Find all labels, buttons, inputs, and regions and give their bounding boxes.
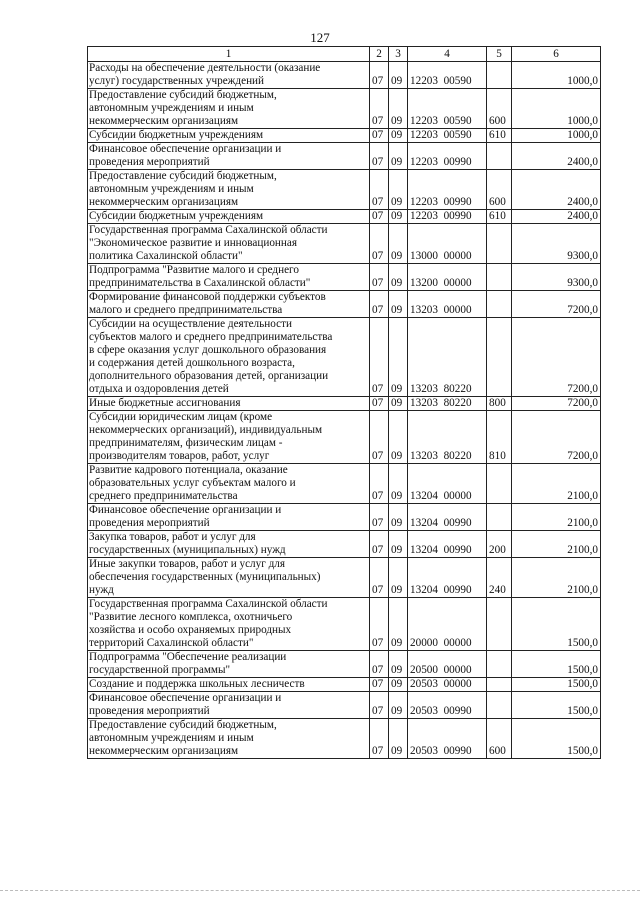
row-subsection: 09 [389,89,408,129]
row-target-article: 20500 00000 [408,651,487,678]
row-section: 07 [370,89,389,129]
row-target-article: 13203 80220 [408,397,487,411]
row-amount: 9300,0 [512,264,601,291]
table-row [88,719,601,759]
row-amount: 2100,0 [512,531,601,558]
row-name: Субсидии юридическим лицам (кроме некоммерческих организаций), индивидуальным предпринимателям, физическим лицам - производителям товаров, работ, услуг [88,411,370,464]
table-row [88,692,601,719]
row-name: Предоставление субсидий бюджетным, автономным учреждениям и иным некоммерческим организациям [88,89,370,129]
row-name: Иные бюджетные ассигнования [88,397,370,411]
row-target-article: 13200 00000 [408,264,487,291]
row-section: 07 [370,264,389,291]
row-expense-type: 610 [487,210,512,224]
row-section: 07 [370,692,389,719]
table-row [88,411,601,464]
row-section: 07 [370,62,389,89]
page-number: 127 [310,30,330,45]
row-section: 07 [370,651,389,678]
row-section: 07 [370,558,389,598]
row-expense-type: 810 [487,411,512,464]
row-subsection: 09 [389,531,408,558]
row-expense-type [487,291,512,318]
table-row [88,678,601,692]
row-amount: 7200,0 [512,397,601,411]
row-expense-type [487,62,512,89]
row-name: Расходы на обеспечение деятельности (оказание услуг) государственных учреждений [88,62,370,89]
row-section: 07 [370,224,389,264]
row-expense-type: 600 [487,89,512,129]
row-section: 07 [370,210,389,224]
row-amount: 7200,0 [512,318,601,397]
row-target-article: 13204 00990 [408,531,487,558]
row-name: Субсидии на осуществление деятельности субъектов малого и среднего предпринимательства в сфере оказания услуг дошкольного образования и содержания детей дошкольного возраста, дополнительного образования детей, организации отдыха и оздоровления детей [88,318,370,397]
page-bottom-edge [0,890,640,891]
row-subsection: 09 [389,719,408,759]
row-subsection: 09 [389,504,408,531]
row-expense-type [487,318,512,397]
row-section: 07 [370,504,389,531]
table-row [88,531,601,558]
row-subsection: 09 [389,170,408,210]
table-row [88,651,601,678]
table-row [88,129,601,143]
table-row [88,504,601,531]
row-amount: 2100,0 [512,558,601,598]
row-subsection: 09 [389,464,408,504]
row-amount: 1000,0 [512,129,601,143]
row-amount: 9300,0 [512,224,601,264]
row-section: 07 [370,411,389,464]
row-name: Финансовое обеспечение организации и проведения мероприятий [88,692,370,719]
row-section: 07 [370,719,389,759]
row-subsection: 09 [389,129,408,143]
row-expense-type [487,678,512,692]
table-row [88,264,601,291]
col-header-amount: 6 [512,47,601,62]
row-target-article: 12203 00590 [408,62,487,89]
table-row [88,318,601,397]
row-section: 07 [370,129,389,143]
row-section: 07 [370,678,389,692]
row-name: Финансовое обеспечение организации и проведения мероприятий [88,504,370,531]
row-subsection: 09 [389,678,408,692]
row-expense-type [487,692,512,719]
row-target-article: 12203 00590 [408,129,487,143]
row-expense-type: 200 [487,531,512,558]
row-expense-type [487,264,512,291]
row-amount: 2400,0 [512,170,601,210]
row-amount: 7200,0 [512,291,601,318]
col-header-expense-type: 5 [487,47,512,62]
col-header-subsection: 3 [389,47,408,62]
row-target-article: 13000 00000 [408,224,487,264]
row-section: 07 [370,291,389,318]
row-amount: 1500,0 [512,719,601,759]
row-amount: 1000,0 [512,62,601,89]
row-section: 07 [370,531,389,558]
table-row [88,464,601,504]
row-name: Создание и поддержка школьных лесничеств [88,678,370,692]
row-expense-type: 600 [487,719,512,759]
row-subsection: 09 [389,318,408,397]
row-amount: 1000,0 [512,89,601,129]
col-header-target-article: 4 [408,47,487,62]
row-target-article: 13203 80220 [408,411,487,464]
row-expense-type [487,598,512,651]
row-name: Закупка товаров, работ и услуг для государственных (муниципальных) нужд [88,531,370,558]
table-row [88,397,601,411]
row-name: Формирование финансовой поддержки субъектов малого и среднего предпринимательства [88,291,370,318]
row-amount: 1500,0 [512,678,601,692]
row-name: Подпрограмма "Развитие малого и среднего предпринимательства в Сахалинской области" [88,264,370,291]
row-subsection: 09 [389,210,408,224]
row-name: Предоставление субсидий бюджетным, автономным учреждениям и иным некоммерческим организациям [88,719,370,759]
table-row [88,224,601,264]
row-target-article: 20503 00990 [408,719,487,759]
row-expense-type: 610 [487,129,512,143]
col-header-name: 1 [88,47,370,62]
row-target-article: 13203 00000 [408,291,487,318]
budget-table [87,46,601,759]
row-subsection: 09 [389,224,408,264]
row-amount: 2100,0 [512,464,601,504]
row-target-article: 20503 00000 [408,678,487,692]
row-name: Подпрограмма "Обеспечение реализации государственной программы" [88,651,370,678]
row-target-article: 12203 00990 [408,143,487,170]
row-subsection: 09 [389,558,408,598]
row-target-article: 13203 80220 [408,318,487,397]
table-row [88,62,601,89]
row-amount: 2100,0 [512,504,601,531]
row-target-article: 20503 00990 [408,692,487,719]
row-name: Государственная программа Сахалинской области "Развитие лесного комплекса, охотничьего хозяйства и особо охраняемых природных территорий Сахалинской области" [88,598,370,651]
row-subsection: 09 [389,62,408,89]
header-row [88,47,601,62]
row-subsection: 09 [389,411,408,464]
row-expense-type [487,464,512,504]
table-row [88,558,601,598]
row-target-article: 12203 00590 [408,89,487,129]
table-row [88,143,601,170]
row-amount: 2400,0 [512,210,601,224]
row-subsection: 09 [389,397,408,411]
row-section: 07 [370,464,389,504]
row-target-article: 13204 00990 [408,504,487,531]
row-target-article: 12203 00990 [408,170,487,210]
row-section: 07 [370,397,389,411]
row-section: 07 [370,318,389,397]
row-subsection: 09 [389,651,408,678]
row-amount: 1500,0 [512,692,601,719]
row-expense-type: 240 [487,558,512,598]
row-name: Развитие кадрового потенциала, оказание образовательных услуг субъектам малого и среднего предпринимательства [88,464,370,504]
table-row [88,210,601,224]
row-amount: 7200,0 [512,411,601,464]
table-row [88,598,601,651]
col-header-section: 2 [370,47,389,62]
row-name: Субсидии бюджетным учреждениям [88,129,370,143]
table-row [88,89,601,129]
row-subsection: 09 [389,264,408,291]
row-section: 07 [370,598,389,651]
row-subsection: 09 [389,143,408,170]
row-target-article: 20000 00000 [408,598,487,651]
row-name: Предоставление субсидий бюджетным, автономным учреждениям и иным некоммерческим организациям [88,170,370,210]
row-expense-type: 800 [487,397,512,411]
row-target-article: 12203 00990 [408,210,487,224]
row-target-article: 13204 00000 [408,464,487,504]
row-expense-type [487,504,512,531]
row-expense-type: 600 [487,170,512,210]
row-name: Финансовое обеспечение организации и проведения мероприятий [88,143,370,170]
table-row [88,291,601,318]
row-expense-type [487,651,512,678]
row-amount: 2400,0 [512,143,601,170]
row-target-article: 13204 00990 [408,558,487,598]
row-name: Субсидии бюджетным учреждениям [88,210,370,224]
row-subsection: 09 [389,692,408,719]
row-section: 07 [370,170,389,210]
row-expense-type [487,143,512,170]
row-subsection: 09 [389,291,408,318]
row-name: Иные закупки товаров, работ и услуг для обеспечения государственных (муниципальных) нужд [88,558,370,598]
row-name: Государственная программа Сахалинской области "Экономическое развитие и инновационная политика Сахалинской области" [88,224,370,264]
row-subsection: 09 [389,598,408,651]
row-amount: 1500,0 [512,598,601,651]
row-amount: 1500,0 [512,651,601,678]
row-section: 07 [370,143,389,170]
table-row [88,170,601,210]
row-expense-type [487,224,512,264]
